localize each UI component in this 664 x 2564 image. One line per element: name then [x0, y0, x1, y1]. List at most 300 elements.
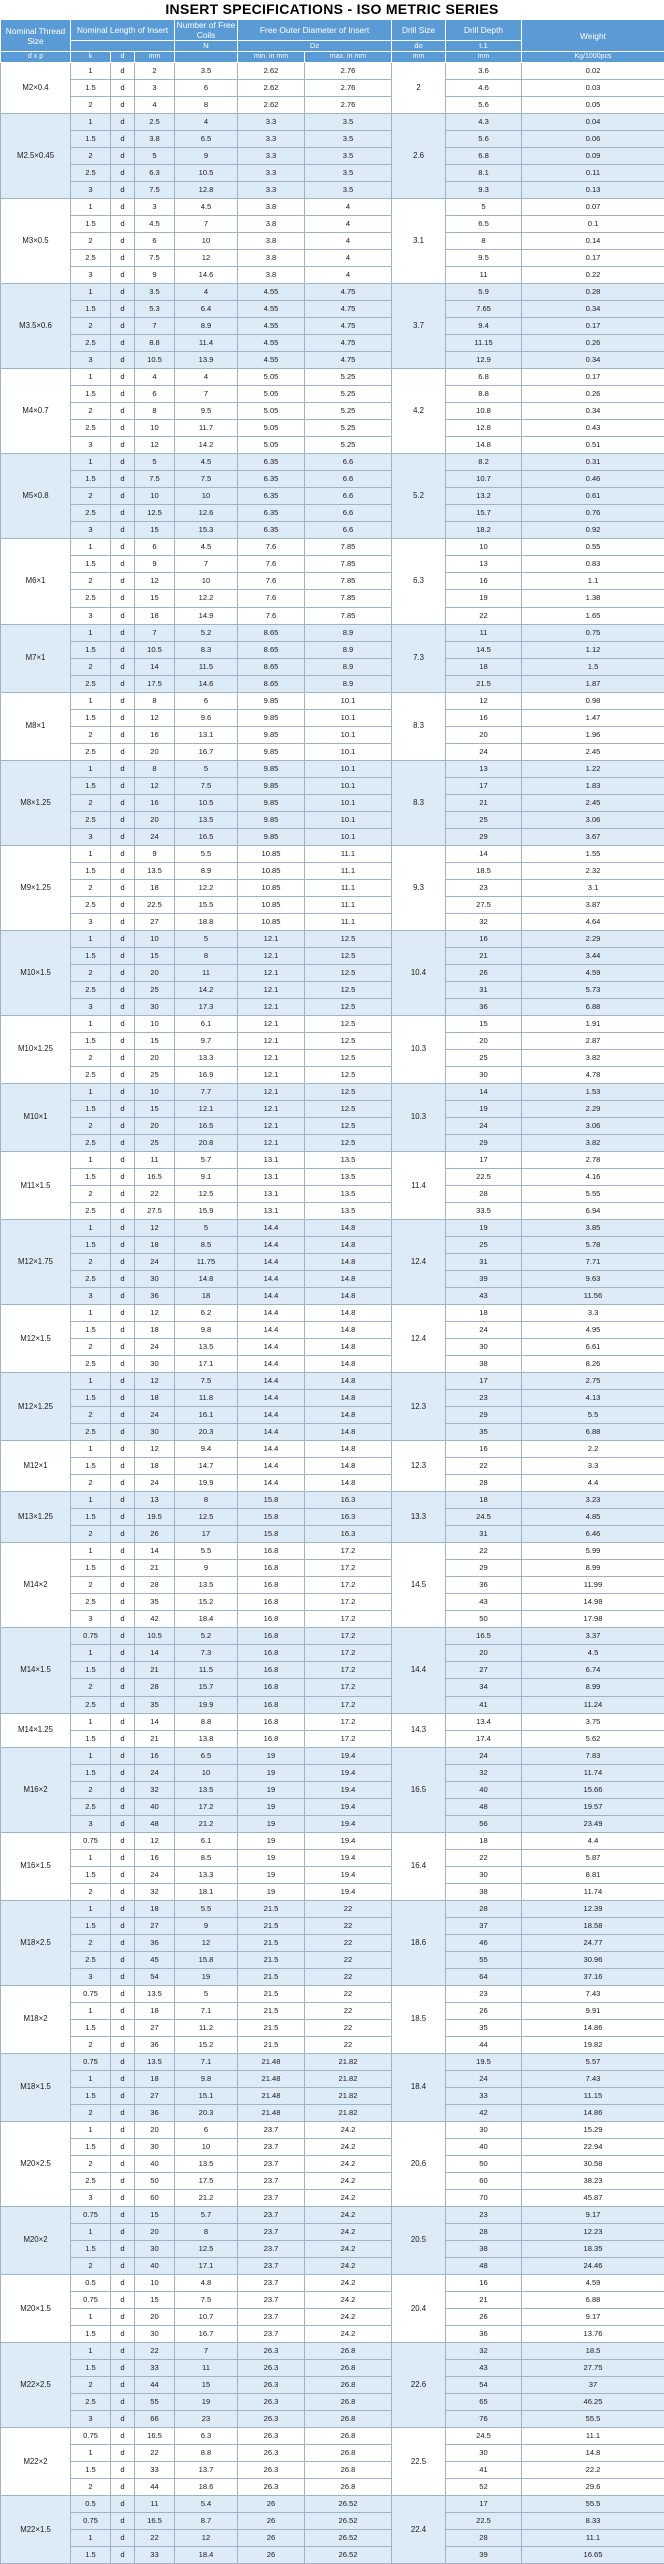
free-coils-cell: 13.9 [175, 352, 238, 369]
length-k-cell: 1 [71, 1373, 111, 1390]
thread-size-cell: M14×1.5 [1, 1628, 71, 1713]
free-coils-cell: 20.8 [175, 1134, 238, 1151]
table-row [1, 624, 664, 641]
outer-min-cell: 14.4 [238, 1305, 305, 1322]
length-k-cell: 1 [71, 454, 111, 471]
outer-min-cell: 19 [238, 1747, 305, 1764]
length-mm-cell: 9 [135, 845, 175, 862]
length-d-cell: d [111, 1169, 135, 1186]
drill-depth-cell: 19 [446, 1220, 522, 1237]
length-mm-cell: 20 [135, 2309, 175, 2326]
free-coils-cell: 12.2 [175, 879, 238, 896]
table-row [1, 80, 664, 97]
free-coils-cell: 6.2 [175, 1305, 238, 1322]
length-mm-cell: 21 [135, 1560, 175, 1577]
free-coils-cell: 8.5 [175, 1849, 238, 1866]
length-mm-cell: 27 [135, 1917, 175, 1934]
length-mm-cell: 35 [135, 1696, 175, 1713]
outer-min-cell: 7.6 [238, 556, 305, 573]
length-d-cell: d [111, 726, 135, 743]
drill-depth-cell: 13.2 [446, 488, 522, 505]
length-d-cell: d [111, 1543, 135, 1560]
free-coils-cell: 15.2 [175, 1594, 238, 1611]
length-d-cell: d [111, 2411, 135, 2428]
length-mm-cell: 15 [135, 2292, 175, 2309]
outer-max-cell: 7.85 [305, 607, 392, 624]
free-coils-cell: 9 [175, 1917, 238, 1934]
outer-min-cell: 26.3 [238, 2428, 305, 2445]
length-d-cell: d [111, 1866, 135, 1883]
drill-size-cell: 8.3 [392, 692, 446, 760]
table-row [1, 284, 664, 301]
length-d-cell: d [111, 1186, 135, 1203]
outer-max-cell: 5.25 [305, 420, 392, 437]
length-d-cell: d [111, 165, 135, 182]
outer-min-cell: 26.3 [238, 2445, 305, 2462]
table-body [1, 63, 664, 2564]
drill-size-cell: 20.4 [392, 2275, 446, 2343]
free-coils-cell: 11.5 [175, 1662, 238, 1679]
table-row [1, 2309, 664, 2326]
outer-max-cell: 21.82 [305, 2087, 392, 2104]
outer-max-cell: 14.8 [305, 1458, 392, 1475]
table-row [1, 1526, 664, 1543]
length-k-cell: 0.75 [71, 2513, 111, 2530]
drill-depth-cell: 19.5 [446, 2053, 522, 2070]
length-k-cell: 2.5 [71, 1696, 111, 1713]
length-mm-cell: 24 [135, 1339, 175, 1356]
drill-size-cell: 2.6 [392, 114, 446, 199]
outer-min-cell: 16.8 [238, 1730, 305, 1747]
outer-min-cell: 12.1 [238, 1117, 305, 1134]
drill-depth-cell: 21 [446, 794, 522, 811]
length-mm-cell: 16.5 [135, 1169, 175, 1186]
free-coils-cell: 13.3 [175, 1866, 238, 1883]
outer-min-cell: 21.5 [238, 1951, 305, 1968]
table-row [1, 1679, 664, 1696]
drill-size-cell: 9.3 [392, 845, 446, 930]
drill-depth-cell: 16 [446, 573, 522, 590]
outer-max-cell: 6.6 [305, 471, 392, 488]
length-d-cell: d [111, 1917, 135, 1934]
length-k-cell: 2 [71, 1407, 111, 1424]
free-coils-cell: 18.8 [175, 913, 238, 930]
free-coils-cell: 4 [175, 114, 238, 131]
length-mm-cell: 20 [135, 964, 175, 981]
drill-size-cell: 13.3 [392, 1492, 446, 1543]
length-mm-cell: 10 [135, 1083, 175, 1100]
length-k-cell: 1.5 [71, 301, 111, 318]
free-coils-cell: 20.3 [175, 2104, 238, 2121]
free-coils-cell: 6.5 [175, 1747, 238, 1764]
length-mm-cell: 14 [135, 1543, 175, 1560]
free-coils-cell: 12.6 [175, 505, 238, 522]
outer-max-cell: 17.2 [305, 1679, 392, 1696]
weight-cell: 0.98 [522, 692, 664, 709]
length-d-cell: d [111, 2547, 135, 2564]
length-mm-cell: 2.5 [135, 114, 175, 131]
weight-cell: 7.43 [522, 1985, 664, 2002]
outer-min-cell: 14.4 [238, 1288, 305, 1305]
weight-cell: 19.57 [522, 1798, 664, 1815]
weight-cell: 8.99 [522, 1679, 664, 1696]
length-k-cell: 1.5 [71, 2138, 111, 2155]
table-row [1, 2411, 664, 2428]
table-row [1, 1849, 664, 1866]
length-d-cell: d [111, 913, 135, 930]
weight-cell: 0.76 [522, 505, 664, 522]
outer-min-cell: 12.1 [238, 1134, 305, 1151]
weight-cell: 17.98 [522, 1611, 664, 1628]
outer-max-cell: 14.8 [305, 1322, 392, 1339]
outer-min-cell: 26.3 [238, 2377, 305, 2394]
unit-weight: Kg/1000pcs [522, 52, 664, 63]
table-row [1, 148, 664, 165]
outer-min-cell: 14.4 [238, 1390, 305, 1407]
drill-depth-cell: 38 [446, 1883, 522, 1900]
length-d-cell: d [111, 386, 135, 403]
outer-max-cell: 10.1 [305, 777, 392, 794]
length-mm-cell: 26 [135, 1526, 175, 1543]
length-mm-cell: 8 [135, 760, 175, 777]
outer-max-cell: 10.1 [305, 743, 392, 760]
length-k-cell: 0.5 [71, 2275, 111, 2292]
free-coils-cell: 14.6 [175, 267, 238, 284]
length-d-cell: d [111, 1730, 135, 1747]
weight-cell: 11.56 [522, 1288, 664, 1305]
free-coils-cell: 9.8 [175, 1322, 238, 1339]
free-coils-cell: 8.3 [175, 641, 238, 658]
length-d-cell: d [111, 1934, 135, 1951]
free-coils-cell: 4.5 [175, 199, 238, 216]
length-d-cell: d [111, 573, 135, 590]
free-coils-cell: 10.5 [175, 165, 238, 182]
outer-min-cell: 14.4 [238, 1475, 305, 1492]
table-row [1, 794, 664, 811]
length-k-cell: 2 [71, 233, 111, 250]
length-k-cell: 3 [71, 182, 111, 199]
outer-min-cell: 21.5 [238, 2036, 305, 2053]
outer-max-cell: 19.4 [305, 1764, 392, 1781]
outer-min-cell: 19 [238, 1883, 305, 1900]
free-coils-cell: 6.1 [175, 1015, 238, 1032]
weight-cell: 0.26 [522, 386, 664, 403]
free-coils-cell: 8.8 [175, 2445, 238, 2462]
length-k-cell: 1 [71, 2445, 111, 2462]
drill-depth-cell: 28 [446, 1186, 522, 1203]
length-k-cell: 1.5 [71, 862, 111, 879]
weight-cell: 6.74 [522, 1662, 664, 1679]
drill-depth-cell: 31 [446, 981, 522, 998]
length-k-cell: 2.5 [71, 505, 111, 522]
length-k-cell: 1.5 [71, 2241, 111, 2258]
length-mm-cell: 33 [135, 2547, 175, 2564]
outer-max-cell: 26.52 [305, 2547, 392, 2564]
weight-cell: 11.1 [522, 2530, 664, 2547]
outer-max-cell: 12.5 [305, 930, 392, 947]
outer-min-cell: 12.1 [238, 1083, 305, 1100]
drill-size-cell: 12.4 [392, 1305, 446, 1373]
drill-depth-cell: 38 [446, 2241, 522, 2258]
weight-cell: 24.46 [522, 2258, 664, 2275]
weight-cell: 3.06 [522, 1117, 664, 1134]
thread-size-cell: M3.5×0.6 [1, 284, 71, 369]
length-d-cell: d [111, 1679, 135, 1696]
length-k-cell: 1 [71, 1015, 111, 1032]
outer-max-cell: 13.5 [305, 1186, 392, 1203]
length-k-cell: 1 [71, 1900, 111, 1917]
outer-min-cell: 21.5 [238, 2002, 305, 2019]
outer-max-cell: 3.5 [305, 131, 392, 148]
weight-cell: 0.07 [522, 199, 664, 216]
drill-depth-cell: 25 [446, 811, 522, 828]
length-k-cell: 3 [71, 267, 111, 284]
length-d-cell: d [111, 1322, 135, 1339]
length-d-cell: d [111, 760, 135, 777]
table-row [1, 913, 664, 930]
weight-cell: 3.1 [522, 879, 664, 896]
length-mm-cell: 12.5 [135, 505, 175, 522]
length-k-cell: 2 [71, 2258, 111, 2275]
table-row [1, 1985, 664, 2002]
free-coils-cell: 5.7 [175, 2206, 238, 2223]
drill-depth-cell: 18.2 [446, 522, 522, 539]
outer-max-cell: 5.25 [305, 386, 392, 403]
table-row [1, 2036, 664, 2053]
drill-depth-cell: 17 [446, 1152, 522, 1169]
length-k-cell: 2 [71, 97, 111, 114]
outer-max-cell: 12.5 [305, 998, 392, 1015]
outer-min-cell: 16.8 [238, 1662, 305, 1679]
length-k-cell: 3 [71, 913, 111, 930]
length-k-cell: 3 [71, 1611, 111, 1628]
length-d-cell: d [111, 1134, 135, 1151]
weight-cell: 5.87 [522, 1849, 664, 1866]
weight-cell: 22.2 [522, 2462, 664, 2479]
table-row [1, 267, 664, 284]
length-k-cell: 1 [71, 760, 111, 777]
length-k-cell: 2 [71, 1526, 111, 1543]
free-coils-cell: 13.1 [175, 726, 238, 743]
thread-size-cell: M20×2.5 [1, 2121, 71, 2206]
length-d-cell: d [111, 131, 135, 148]
table-row [1, 1713, 664, 1730]
length-mm-cell: 27.5 [135, 1203, 175, 1220]
table-row [1, 2394, 664, 2411]
length-k-cell: 0.75 [71, 1832, 111, 1849]
free-coils-cell: 9.8 [175, 2070, 238, 2087]
table-row [1, 658, 664, 675]
weight-cell: 7.71 [522, 1254, 664, 1271]
free-coils-cell: 8.9 [175, 862, 238, 879]
outer-max-cell: 12.5 [305, 1015, 392, 1032]
length-mm-cell: 18 [135, 2002, 175, 2019]
weight-cell: 6.88 [522, 1424, 664, 1441]
table-row [1, 760, 664, 777]
outer-max-cell: 13.5 [305, 1169, 392, 1186]
drill-depth-cell: 22.5 [446, 1169, 522, 1186]
table-row [1, 998, 664, 1015]
drill-depth-cell: 29 [446, 828, 522, 845]
free-coils-cell: 6.5 [175, 131, 238, 148]
length-d-cell: d [111, 250, 135, 267]
length-mm-cell: 60 [135, 2189, 175, 2206]
length-d-cell: d [111, 2019, 135, 2036]
outer-min-cell: 16.8 [238, 1645, 305, 1662]
free-coils-cell: 10 [175, 1764, 238, 1781]
outer-min-cell: 9.85 [238, 777, 305, 794]
free-coils-cell: 13.8 [175, 1730, 238, 1747]
unit-max: max. in mm [305, 52, 392, 63]
thread-size-cell: M8×1.25 [1, 760, 71, 845]
table-row [1, 1271, 664, 1288]
length-k-cell: 2.5 [71, 743, 111, 760]
length-d-cell: d [111, 2121, 135, 2138]
length-mm-cell: 30 [135, 1424, 175, 1441]
weight-cell: 2.78 [522, 1152, 664, 1169]
length-d-cell: d [111, 2189, 135, 2206]
length-k-cell: 1.5 [71, 2462, 111, 2479]
free-coils-cell: 5 [175, 1985, 238, 2002]
table-row [1, 454, 664, 471]
weight-cell: 5.78 [522, 1237, 664, 1254]
weight-cell: 0.34 [522, 352, 664, 369]
weight-cell: 3.82 [522, 1049, 664, 1066]
outer-min-cell: 12.1 [238, 998, 305, 1015]
table-row [1, 675, 664, 692]
drill-size-cell: 14.5 [392, 1543, 446, 1628]
length-d-cell: d [111, 1713, 135, 1730]
weight-cell: 30.58 [522, 2155, 664, 2172]
length-mm-cell: 22.5 [135, 896, 175, 913]
length-d-cell: d [111, 2292, 135, 2309]
drill-depth-cell: 12.9 [446, 352, 522, 369]
outer-min-cell: 12.1 [238, 964, 305, 981]
free-coils-cell: 8 [175, 2223, 238, 2240]
table-row [1, 2087, 664, 2104]
free-coils-cell: 15.1 [175, 2087, 238, 2104]
length-k-cell: 3 [71, 828, 111, 845]
length-mm-cell: 10 [135, 1015, 175, 1032]
outer-min-cell: 3.3 [238, 131, 305, 148]
length-d-cell: d [111, 1117, 135, 1134]
length-k-cell: 1.5 [71, 131, 111, 148]
length-d-cell: d [111, 2223, 135, 2240]
length-mm-cell: 5.3 [135, 301, 175, 318]
outer-max-cell: 12.5 [305, 1100, 392, 1117]
length-k-cell: 2 [71, 1577, 111, 1594]
length-mm-cell: 22 [135, 1186, 175, 1203]
outer-max-cell: 12.5 [305, 964, 392, 981]
table-row [1, 1696, 664, 1713]
drill-depth-cell: 15 [446, 1015, 522, 1032]
weight-cell: 0.28 [522, 284, 664, 301]
outer-min-cell: 10.85 [238, 845, 305, 862]
length-k-cell: 2.5 [71, 1271, 111, 1288]
weight-cell: 1.91 [522, 1015, 664, 1032]
free-coils-cell: 14.6 [175, 675, 238, 692]
length-mm-cell: 40 [135, 2258, 175, 2275]
table-row [1, 420, 664, 437]
length-mm-cell: 8.8 [135, 335, 175, 352]
weight-cell: 3.87 [522, 896, 664, 913]
weight-cell: 0.61 [522, 488, 664, 505]
outer-max-cell: 22 [305, 1968, 392, 1985]
drill-depth-cell: 50 [446, 1611, 522, 1628]
length-d-cell: d [111, 947, 135, 964]
length-k-cell: 0.75 [71, 2428, 111, 2445]
thread-size-cell: M10×1.25 [1, 1015, 71, 1083]
outer-max-cell: 5.25 [305, 403, 392, 420]
length-k-cell: 1.5 [71, 2360, 111, 2377]
outer-min-cell: 5.05 [238, 386, 305, 403]
length-d-cell: d [111, 1628, 135, 1645]
length-mm-cell: 16 [135, 1747, 175, 1764]
table-row [1, 352, 664, 369]
outer-max-cell: 12.5 [305, 1066, 392, 1083]
table-row [1, 845, 664, 862]
outer-min-cell: 21.5 [238, 1900, 305, 1917]
outer-max-cell: 24.2 [305, 2172, 392, 2189]
length-d-cell: d [111, 114, 135, 131]
drill-size-cell: 12.4 [392, 1220, 446, 1305]
length-d-cell: d [111, 1390, 135, 1407]
drill-depth-cell: 5 [446, 199, 522, 216]
weight-cell: 0.06 [522, 131, 664, 148]
length-d-cell: d [111, 998, 135, 1015]
length-d-cell: d [111, 862, 135, 879]
weight-cell: 0.17 [522, 369, 664, 386]
length-mm-cell: 5 [135, 148, 175, 165]
outer-min-cell: 15.8 [238, 1509, 305, 1526]
table-row [1, 2223, 664, 2240]
length-mm-cell: 10.5 [135, 352, 175, 369]
drill-depth-cell: 40 [446, 1781, 522, 1798]
outer-min-cell: 23.7 [238, 2121, 305, 2138]
table-row [1, 828, 664, 845]
length-k-cell: 2.5 [71, 250, 111, 267]
outer-min-cell: 23.7 [238, 2206, 305, 2223]
length-k-cell: 3 [71, 352, 111, 369]
length-k-cell: 2.5 [71, 1594, 111, 1611]
length-k-cell: 1.5 [71, 2547, 111, 2564]
outer-max-cell: 3.5 [305, 148, 392, 165]
drill-depth-cell: 24.5 [446, 2428, 522, 2445]
drill-size-cell: 18.5 [392, 1985, 446, 2053]
table-row [1, 1441, 664, 1458]
table-row [1, 743, 664, 760]
length-mm-cell: 32 [135, 1883, 175, 1900]
outer-max-cell: 24.2 [305, 2223, 392, 2240]
outer-min-cell: 16.8 [238, 1577, 305, 1594]
outer-min-cell: 26.3 [238, 2343, 305, 2360]
length-k-cell: 1 [71, 2070, 111, 2087]
weight-cell: 29.6 [522, 2479, 664, 2496]
header-drill-depth: Drill Depth [446, 20, 522, 41]
weight-cell: 0.05 [522, 97, 664, 114]
length-d-cell: d [111, 2104, 135, 2121]
free-coils-cell: 18.4 [175, 2547, 238, 2564]
length-mm-cell: 10 [135, 2275, 175, 2292]
length-mm-cell: 15 [135, 2206, 175, 2223]
thread-size-cell: M16×1.5 [1, 1832, 71, 1900]
length-k-cell: 2.5 [71, 811, 111, 828]
drill-depth-cell: 18 [446, 1305, 522, 1322]
weight-cell: 2.32 [522, 862, 664, 879]
drill-depth-cell: 17 [446, 1373, 522, 1390]
length-mm-cell: 9 [135, 556, 175, 573]
drill-depth-cell: 39 [446, 2547, 522, 2564]
